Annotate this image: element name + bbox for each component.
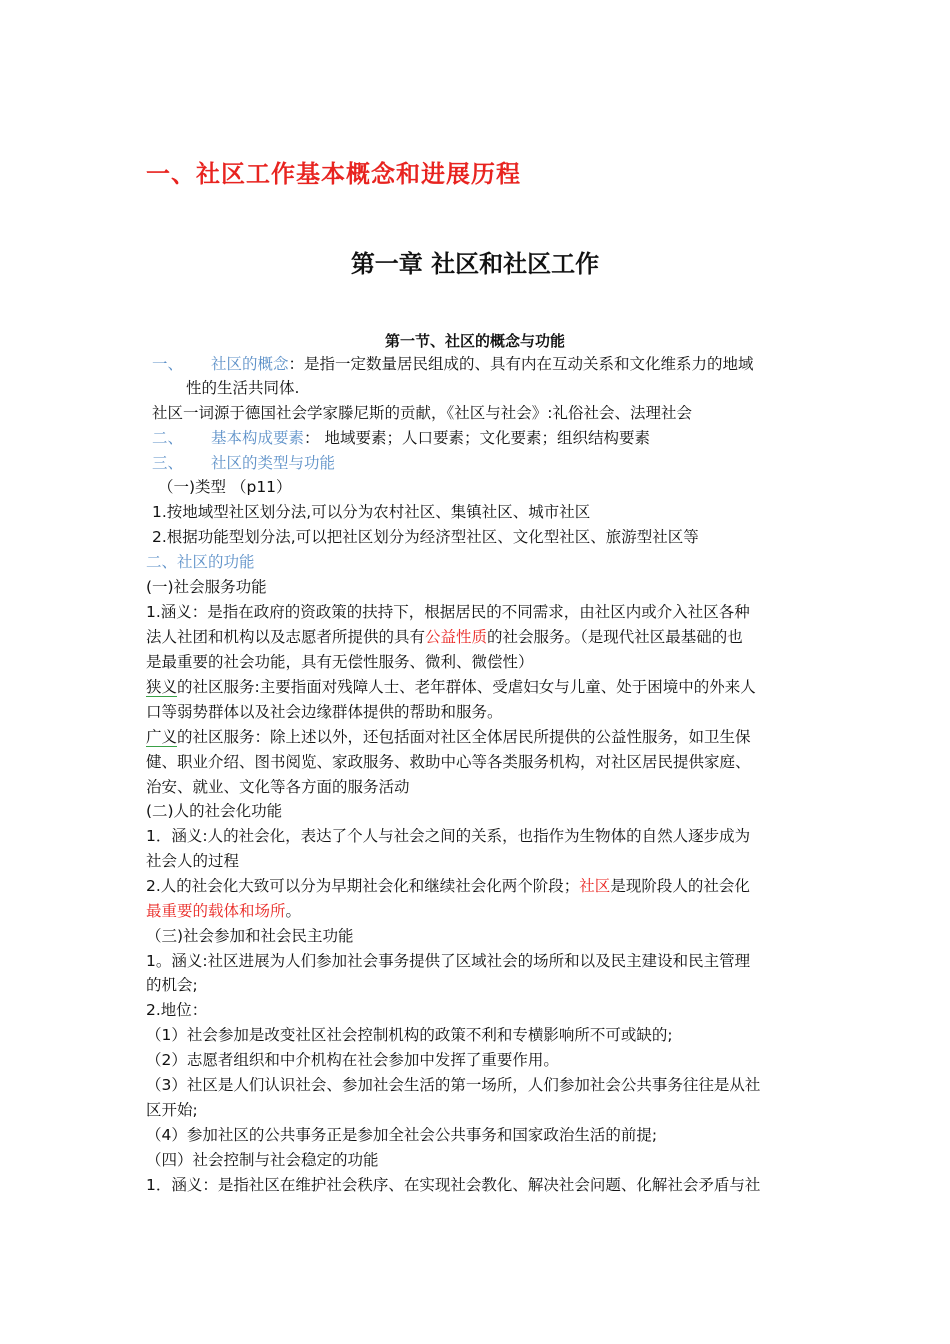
f4-line-1: 1．涵义：是指社区在维护社会秩序、在实现社会教化、解决社会问题、化解社会矛盾与社 xyxy=(146,1176,761,1194)
f1-narrow-line xyxy=(146,677,756,697)
f2-line-3 xyxy=(146,876,750,896)
f2-line-4 xyxy=(146,901,301,921)
item-2-term: 基本构成要素 xyxy=(211,429,305,447)
f2-line-3-a: 2.人的社会化大致可以分为早期社会化和继续社会化两个阶段； xyxy=(146,877,580,895)
f3-point-4: （4）参加社区的公共事务正是参加全社会公共事务和国家政治生活的前提; xyxy=(146,1126,658,1144)
f3-point-1: （1）社会参加是改变社区社会控制机构的政策不利和专横影响所不可或缺的; xyxy=(146,1026,673,1044)
narrow-term: 狭义 xyxy=(146,678,178,696)
origin-paragraph: 社区一词源于德国社会学家滕尼斯的贡献，《社区与社会》:礼俗社会、法理社会 xyxy=(152,404,692,422)
f3-point-2: （2）志愿者组织和中介机构在社会参加中发挥了重要作用。 xyxy=(146,1051,559,1069)
functions-heading: 二、社区的功能 xyxy=(146,553,255,571)
f3-point-3: （3）社区是人们认识社会、参加社会生活的第一场所，人们参加社会公共事务往往是从社 xyxy=(146,1076,761,1094)
item-2-definition: ： 地域要素；人口要素；文化要素；组织结构要素 xyxy=(304,429,650,447)
f3-point-3-cont: 区开始; xyxy=(146,1101,198,1119)
main-heading: 一、社区工作基本概念和进展历程 xyxy=(146,160,521,188)
f1-line-2-a: 法人社团和机构以及志愿者所提供的具有 xyxy=(146,628,426,646)
f2-line-1: 1．涵义:人的社会化，表达了个人与社会之间的关系，也指作为生物体的自然人逐步成为 xyxy=(146,827,751,845)
f2-line-4-end: 。 xyxy=(285,902,302,920)
item-3-line xyxy=(152,453,335,473)
f3-line-3: 2.地位： xyxy=(146,1001,208,1019)
f1-heading: (一)社会服务功能 xyxy=(146,578,267,596)
f1-broad-line-2: 健、职业介绍、图书阅览、家政服务、救助中心等各类服务机构，对社区居民提供家庭、 xyxy=(146,753,751,771)
f2-key-carrier: 最重要的载体和场所 xyxy=(146,902,286,920)
f1-line-1: 1.涵义：是指在政府的资政策的扶持下，根据居民的不同需求，由社区内或介入社区各种 xyxy=(146,603,750,621)
item-1-line-2: 性的生活共同体. xyxy=(186,379,300,397)
narrow-definition: 的社区服务:主要指面对残障人士、老年群体、受虐妇女与儿童、处于困境中的外来人 xyxy=(177,678,756,696)
item-3-term: 社区的类型与功能 xyxy=(211,454,336,472)
item-3-number: 三、 xyxy=(152,454,184,472)
f1-line-2 xyxy=(146,627,743,647)
chapter-title: 第一章 社区和社区工作 xyxy=(350,250,600,278)
broad-term: 广义 xyxy=(146,728,178,746)
item-1-term: 社区的概念 xyxy=(211,355,289,373)
f3-line-1: 1。涵义:社区进展为人们参加社会事务提供了区域社会的场所和以及民主建设和民主管理 xyxy=(146,952,751,970)
f2-heading: (二)人的社会化功能 xyxy=(146,802,283,820)
item-2-line xyxy=(152,428,650,448)
f4-heading: （四）社会控制与社会稳定的功能 xyxy=(146,1151,379,1169)
f1-broad-line xyxy=(146,727,751,747)
f2-community: 社区 xyxy=(579,877,611,895)
types-heading: （一)类型 （p11） xyxy=(158,478,292,496)
f2-line-2: 社会人的过程 xyxy=(146,852,240,870)
f1-line-3: 是最重要的社会功能，具有无偿性服务、微利、微偿性） xyxy=(146,653,534,671)
f1-broad-line-3: 治安、就业、文化等各方面的服务活动 xyxy=(146,778,410,796)
broad-definition: 的社区服务：除上述以外，还包括面对社区全体居民所提供的公益性服务，如卫生保 xyxy=(177,728,751,746)
f1-line-2-b: 的社会服务。（是现代社区最基础的也 xyxy=(487,628,743,646)
f3-line-2: 的机会; xyxy=(146,976,198,994)
item-2-number: 二、 xyxy=(152,429,184,447)
f1-public-welfare: 公益性质 xyxy=(425,628,488,646)
types-item-1: 1.按地域型社区划分法,可以分为农村社区、集镇社区、城市社区 xyxy=(152,503,591,521)
f3-heading: （三)社会参加和社会民主功能 xyxy=(146,927,354,945)
item-1-line xyxy=(152,354,754,374)
item-1-number: 一、 xyxy=(152,355,184,373)
types-item-2: 2.根据功能型划分法,可以把社区划分为经济型社区、文化型社区、旅游型社区等 xyxy=(152,528,699,546)
item-1-definition: ：是指一定数量居民组成的、具有内在互动关系和文化维系力的地域 xyxy=(288,355,754,373)
section-title: 第一节、社区的概念与功能 xyxy=(384,332,565,350)
f2-line-3-b: 是现阶段人的社会化 xyxy=(610,877,750,895)
f1-narrow-line-2: 口等弱势群体以及社会边缘群体提供的帮助和服务。 xyxy=(146,703,503,721)
